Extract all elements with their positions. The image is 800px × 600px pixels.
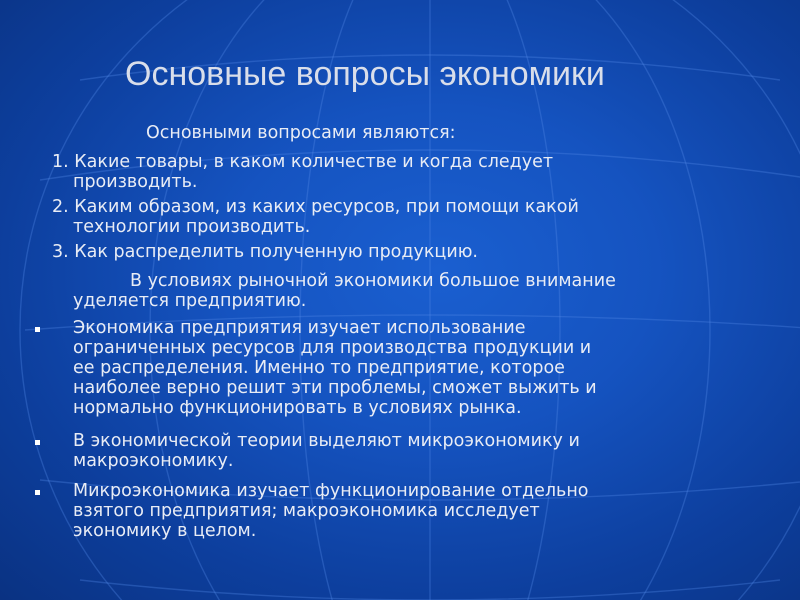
bullet-1-line-5: нормально функционировать в условиях рынка. xyxy=(73,398,522,418)
bullet-marker-icon xyxy=(35,327,40,332)
bullet-1-line-4: наиболее верно решит эти проблемы, сможет выжить и xyxy=(73,378,597,398)
bullet-3-line-2: взятого предприятия; макроэкономика исследует xyxy=(73,501,540,521)
question-2-line-1: 2. Каким образом, из каких ресурсов, при помощи какой xyxy=(52,197,579,217)
bullet-2-line-1: В экономической теории выделяют микроэкономику и xyxy=(73,431,580,451)
question-3: 3. Как распределить полученную продукцию. xyxy=(52,242,478,262)
question-1-line-2: производить. xyxy=(73,172,198,192)
bullet-marker-icon xyxy=(35,490,40,495)
bullet-1-line-1: Экономика предприятия изучает использование xyxy=(73,318,526,338)
bullet-3-line-1: Микроэкономика изучает функционирование отдельно xyxy=(73,481,589,501)
bullet-3-line-3: экономику в целом. xyxy=(73,521,257,541)
slide-title: Основные вопросы экономики xyxy=(125,55,605,93)
question-2-line-2: технологии производить. xyxy=(73,217,311,237)
bullet-2-line-2: макроэкономику. xyxy=(73,451,234,471)
question-1-line-1: 1. Какие товары, в каком количестве и когда следует xyxy=(52,152,554,172)
bullet-marker-icon xyxy=(35,440,40,445)
bullet-1-line-3: ее распределения. Именно то предприятие, которое xyxy=(73,358,565,378)
bullet-1-line-2: ограниченных ресурсов для производства продукции и xyxy=(73,338,592,358)
intro-text: Основными вопросами являются: xyxy=(146,123,456,143)
market-line-1: В условиях рыночной экономики большое внимание xyxy=(130,271,616,291)
market-line-2: уделяется предприятию. xyxy=(73,291,307,311)
